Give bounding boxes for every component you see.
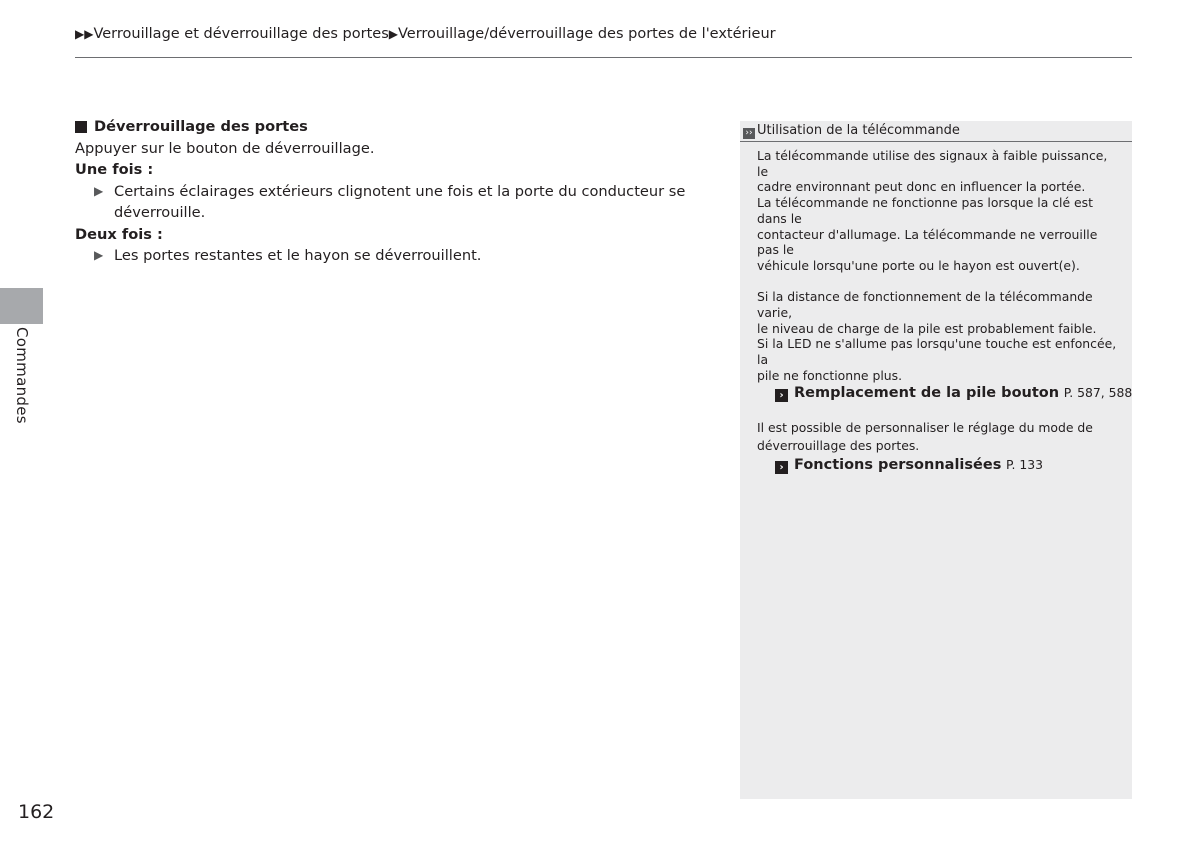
side-tab-label: Commandes	[13, 327, 31, 424]
cross-reference-link[interactable]	[757, 383, 1133, 403]
breadcrumb-marker-icon: ▶▶	[75, 27, 94, 41]
cross-reference-link[interactable]	[757, 455, 1118, 475]
notes-header	[740, 121, 1132, 142]
note-line: Il est possible de personnaliser le réglage du mode de	[757, 419, 1093, 435]
note-line: le niveau de charge de la pile est probablement faible.	[757, 320, 1097, 336]
note-line: déverrouillage des portes.	[757, 437, 920, 453]
main-content	[75, 116, 715, 267]
paragraph-gap	[757, 403, 1118, 419]
side-tab-marker	[0, 288, 43, 324]
section-heading	[75, 116, 715, 138]
bullet-text-line: déverrouille.	[114, 204, 206, 221]
note-line: La télécommande utilise des signaux à faible puissance, le	[757, 148, 1108, 179]
list-item	[75, 245, 715, 267]
note-line: La télécommande ne fonctionne pas lorsque la clé est dans le	[757, 195, 1093, 226]
reference-arrow-icon: ›	[775, 389, 788, 402]
case-label-once: Une fois :	[75, 161, 154, 178]
double-chevron-icon: ››	[743, 128, 755, 139]
paragraph-gap	[757, 274, 1118, 290]
breadcrumb-item-subsection[interactable]: Verrouillage/déverrouillage des portes de l'extérieur	[397, 26, 776, 42]
reference-title: Remplacement de la pile bouton	[794, 385, 1060, 402]
list-item	[75, 181, 715, 224]
header-divider	[75, 57, 1132, 58]
reference-title: Fonctions personnalisées	[794, 456, 1002, 473]
case-label-twice: Deux fois :	[75, 225, 163, 243]
bullet-text-line: Les portes restantes et le hayon se déverrouillent.	[114, 247, 482, 264]
breadcrumb-separator-icon: ▶	[388, 27, 398, 41]
note-line: contacteur d'allumage. La télécommande ne verrouille pas le	[757, 226, 1098, 258]
notes-title: Utilisation de la télécommande	[757, 123, 960, 138]
note-line: Si la LED ne s'allume pas lorsqu'une touche est enfoncée, la	[757, 336, 1117, 367]
square-bullet-icon	[75, 121, 87, 133]
note-line: Si la distance de fonctionnement de la télécommande varie,	[757, 289, 1093, 320]
note-line: pile ne fonctionne plus.	[757, 367, 903, 383]
notes-sidebar	[740, 121, 1132, 799]
reference-pages: P. 587, 588	[1063, 385, 1133, 401]
arrow-bullet-icon: ▶	[94, 183, 104, 198]
section-title: Déverrouillage des portes	[94, 118, 308, 135]
breadcrumb-item-section[interactable]: Verrouillage et déverrouillage des portes	[93, 26, 389, 42]
note-line: véhicule lorsqu'une porte ou le hayon est ouvert(e).	[757, 257, 1080, 273]
note-line: cadre environnant peut donc en influencer la portée.	[757, 179, 1086, 195]
intro-text: Appuyer sur le bouton de déverrouillage.	[75, 139, 375, 157]
reference-arrow-icon: ›	[775, 461, 788, 474]
page-number: 162	[18, 801, 55, 823]
breadcrumb	[75, 24, 1132, 44]
reference-pages: P. 133	[1005, 456, 1044, 472]
bullet-text-line: Certains éclairages extérieurs clignotent une fois et la porte du conducteur se	[114, 182, 686, 200]
arrow-bullet-icon: ▶	[94, 248, 104, 262]
notes-body	[740, 142, 1132, 475]
